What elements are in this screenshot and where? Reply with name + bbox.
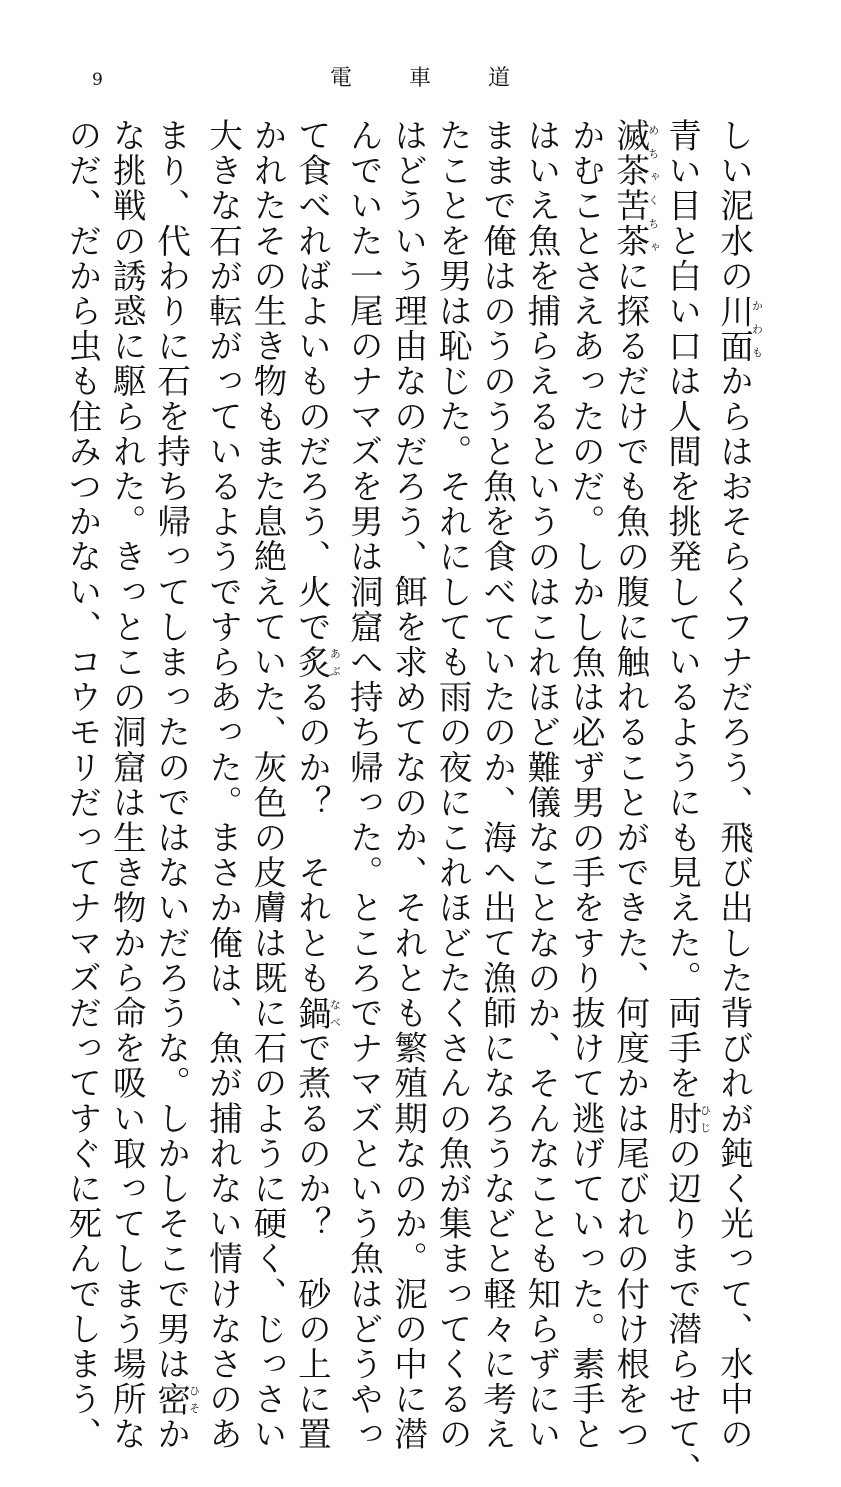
- ruby-reading: ひそ: [187, 1381, 201, 1417]
- text-column: [59, 118, 103, 1452]
- text-column: [289, 118, 342, 1452]
- ruby-base: 滅茶苦茶: [610, 118, 650, 259]
- text-column: [245, 118, 289, 1452]
- text-column: [607, 118, 660, 1452]
- text-segment: たことを男は恥じた。それにしても雨の夜にこれほどたくさんの魚が集まってくるの: [433, 118, 473, 1452]
- text-column: [200, 118, 244, 1452]
- ruby-reading: かわも: [750, 293, 764, 364]
- ruby-annotated-word: [292, 995, 342, 1031]
- text-segment: か: [151, 1416, 191, 1452]
- ruby-base: 密: [151, 1381, 191, 1417]
- ruby-annotated-word: [714, 293, 764, 364]
- body-text: [59, 118, 764, 1487]
- text-column: [104, 118, 148, 1452]
- text-segment: て食べればよいものだろう、火で: [292, 118, 332, 645]
- ruby-reading: なべ: [328, 995, 342, 1031]
- running-title-char: 道: [487, 66, 510, 91]
- text-segment: のだ、だから虫も住みつかない、コウモリだってナマズだってすぐに死んでしまう、: [62, 118, 102, 1452]
- text-column: [385, 118, 429, 1452]
- text-segment: はいえ魚を捕らえるというのはこれほど難儀なことなのか、そんなことも知らずにい: [521, 118, 561, 1452]
- running-title-char: 車: [408, 66, 431, 91]
- text-segment: 青い目と白い口は人間を挑発しているようにも見えた。両手を: [662, 118, 702, 1101]
- text-segment: で煮るのか？ 砂の上に置: [292, 1030, 332, 1452]
- text-segment: からはおそらくフナだろう、飛び出した背びれが鈍く光って、水中の: [714, 363, 754, 1452]
- text-column: [430, 118, 474, 1452]
- text-column: [474, 118, 518, 1452]
- ruby-reading: ひじ: [698, 1100, 712, 1136]
- ruby-base: 肘: [662, 1100, 702, 1136]
- text-column: [711, 118, 764, 1452]
- text-column: [563, 118, 607, 1452]
- text-segment: かれたその生き物もまた息絶えていた、灰色の皮膚は既に石のように硬く、じっさい: [247, 118, 287, 1452]
- text-column: [518, 118, 562, 1452]
- ruby-reading: あぶ: [328, 644, 342, 680]
- text-segment: かむことさえあったのだ。しかし魚は必ず男の手をすり抜けて逃げていった。素手と: [566, 118, 606, 1452]
- text-segment: な挑戦の誘惑に駆られた。きっとこの洞窟は生き物から命を吸い取ってしまう場所な: [107, 118, 147, 1452]
- page-number: 9: [92, 70, 103, 90]
- ruby-base: 炙: [292, 644, 332, 680]
- running-title: [330, 66, 510, 92]
- text-column: [341, 118, 385, 1452]
- ruby-base: 川面: [714, 293, 754, 364]
- ruby-annotated-word: [610, 118, 660, 259]
- text-column: [659, 118, 712, 1487]
- text-column: [148, 118, 201, 1452]
- text-segment: んでいた一尾のナマズを男は洞窟へ持ち帰った。ところでナマズという魚はどうやっ: [344, 118, 384, 1452]
- ruby-annotated-word: [662, 1100, 712, 1136]
- ruby-base: 鍋: [292, 995, 332, 1031]
- text-segment: しい泥水の: [714, 118, 754, 294]
- text-segment: るのか？ それとも: [292, 679, 332, 996]
- ruby-reading: めちゃくちゃ: [646, 118, 660, 259]
- text-segment: まり、代わりに石を持ち帰ってしまったのではないだろうな。しかしそこで男は: [151, 118, 191, 1382]
- text-segment: の辺りまで潜らせて、: [662, 1135, 702, 1487]
- running-title-char: 電: [330, 66, 353, 91]
- ruby-annotated-word: [151, 1381, 201, 1417]
- text-segment: に探るだけでも魚の腹に触れることができた、何度かは尾びれの付け根をつ: [610, 258, 650, 1452]
- text-segment: はどういう理由なのだろう、餌を求めてなのか、それとも繁殖期なのか。泥の中に潜: [388, 118, 428, 1452]
- ruby-annotated-word: [292, 644, 342, 680]
- text-segment: ままで俺はのうのうと魚を食べていたのか、海へ出て漁師になろうなどと軽々に考え: [477, 118, 517, 1452]
- text-segment: 大きな石が転がっているようですらあった。まさか俺は、魚が捕れない情けなさのあ: [203, 118, 243, 1452]
